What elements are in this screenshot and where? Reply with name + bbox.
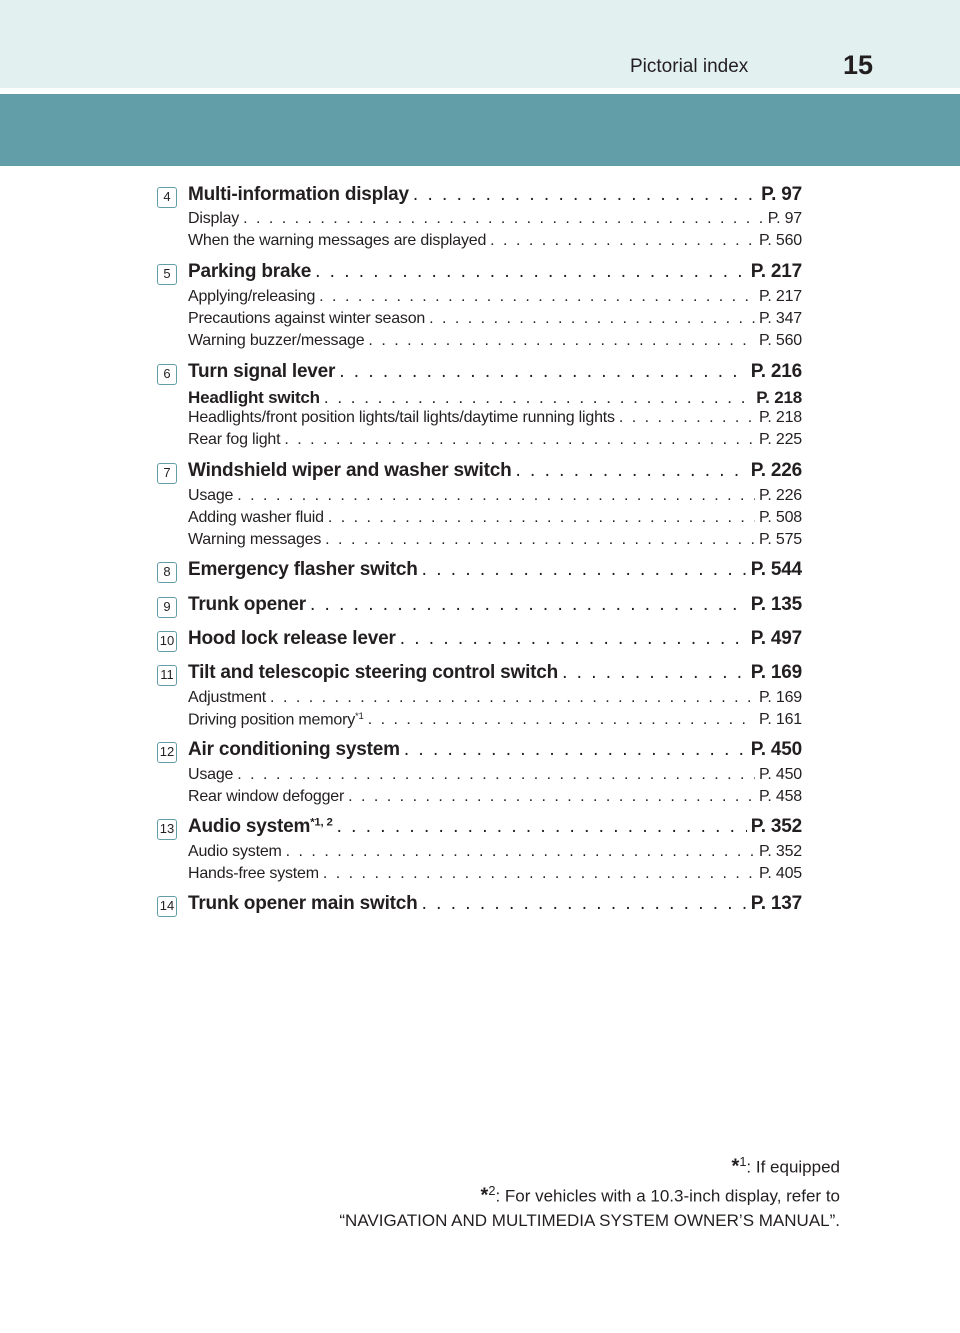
- entry-title-page-ref: P. 544: [750, 559, 802, 580]
- header-bar: [0, 94, 960, 166]
- subitem-label-text: Rear fog light: [188, 431, 281, 448]
- entry-title-row: [188, 261, 802, 287]
- dot-leader: [325, 531, 755, 549]
- subitem-row: [188, 509, 802, 531]
- subitem-label: [188, 843, 282, 861]
- footnote-number: 1: [739, 1154, 747, 1169]
- item-number-badge: 9: [157, 597, 177, 618]
- subitem-page-ref: P. 575: [759, 531, 802, 548]
- subitem-label: [188, 310, 425, 328]
- subitem-label: [188, 711, 364, 729]
- entry-title-footnote-ref: *1, 2: [310, 816, 333, 829]
- dot-leader: [429, 310, 755, 328]
- item-number-badge: 14: [157, 896, 177, 917]
- subitem-page-ref: P. 218: [759, 409, 802, 426]
- entry-title-label: [188, 559, 418, 581]
- footnote-line: [200, 1150, 840, 1179]
- subitem-label-text: Precautions against winter season: [188, 310, 426, 327]
- entry-title-label-text: Trunk opener main switch: [188, 893, 418, 914]
- entry-title-label: [188, 628, 396, 650]
- subitem-label: [188, 689, 266, 707]
- subitem-label: [188, 388, 320, 408]
- entry-title-label: [188, 460, 511, 482]
- entry-title-page-ref: P. 135: [750, 594, 802, 615]
- dot-leader: [413, 184, 757, 206]
- dot-leader: [337, 816, 747, 838]
- subitem-label: [188, 332, 364, 350]
- entry-title-label-text: Windshield wiper and washer switch: [188, 460, 512, 481]
- dot-leader: [515, 460, 746, 482]
- entry-title-page-ref: P. 497: [750, 628, 802, 649]
- dot-leader: [404, 739, 747, 761]
- subitem-page-ref: P. 225: [759, 431, 802, 448]
- entry-title-row: [188, 893, 802, 919]
- dot-leader: [315, 261, 747, 283]
- dot-leader: [270, 689, 755, 707]
- dot-leader: [348, 788, 755, 806]
- entry-title-row: [188, 361, 802, 387]
- entry-title-label: [188, 662, 558, 684]
- entry-title-label: [188, 261, 311, 283]
- dot-leader: [339, 361, 746, 383]
- dot-leader: [368, 711, 755, 729]
- subitem-row: [188, 431, 802, 453]
- footnotes: [200, 1150, 840, 1233]
- subitem-page-ref: P. 458: [759, 788, 802, 805]
- dot-leader: [490, 232, 755, 250]
- subitem-page-ref: P. 450: [759, 766, 802, 783]
- footnote-line: [200, 1179, 840, 1208]
- subitem-label-text: Headlight switch: [188, 388, 320, 407]
- footnote-asterisk: *: [731, 1155, 740, 1178]
- subitem-label-text: Driving position memory: [188, 711, 356, 729]
- subitem-label: [188, 531, 321, 549]
- subitem-label-text: When the warning messages are displayed: [188, 232, 487, 249]
- subitem-label-text: Warning buzzer/message: [188, 332, 365, 349]
- entry-title-label-text: Trunk opener: [188, 594, 306, 615]
- subitem-page-ref: P. 217: [759, 288, 802, 305]
- entry-title-page-ref: P. 216: [750, 361, 802, 382]
- subitem-page-ref: P. 347: [759, 310, 802, 327]
- subitem-label-text: Applying/releasing: [188, 288, 316, 305]
- subitem-label: [188, 288, 315, 306]
- page-header-title: Pictorial index: [630, 56, 749, 77]
- subitem-page-ref: P. 508: [759, 509, 802, 526]
- subitem-row: [188, 865, 802, 887]
- entry-title-row: [188, 594, 802, 620]
- subitem-label-text: Usage: [188, 487, 234, 504]
- dot-leader: [284, 431, 755, 449]
- dot-leader: [237, 487, 755, 505]
- subitem-row: [188, 232, 802, 254]
- entry-title-label-text: Air conditioning system: [188, 739, 400, 760]
- subitem-label-text: Warning messages: [188, 531, 322, 548]
- subitem-page-ref: P. 161: [759, 711, 802, 729]
- entry-title-label: [188, 816, 333, 838]
- entry-title-page-ref: P. 352: [750, 816, 802, 837]
- subitem-row: [188, 843, 802, 865]
- subitem-footnote-ref: *1: [355, 711, 364, 722]
- dot-leader: [319, 288, 755, 306]
- subitem-label: [188, 232, 486, 250]
- footnote-text: : If equipped: [746, 1157, 840, 1177]
- entry-title-label-text: Turn signal lever: [188, 361, 336, 382]
- entry-title-row: [188, 662, 802, 688]
- dot-leader: [422, 559, 747, 581]
- dot-leader: [619, 409, 755, 427]
- entry-title-page-ref: P. 217: [750, 261, 802, 282]
- subitem-row: [188, 788, 802, 810]
- entry-title-row: [188, 184, 802, 210]
- item-number-badge: 8: [157, 562, 177, 583]
- top-band: [0, 0, 960, 88]
- dot-leader: [243, 210, 764, 228]
- dot-leader: [328, 509, 755, 527]
- item-number-badge: 4: [157, 187, 177, 208]
- subitem-label: [188, 409, 615, 427]
- subitem-label: [188, 487, 233, 505]
- subitem-label-text: Adjustment: [188, 689, 267, 706]
- subitem-label: [188, 766, 233, 784]
- subitem-row: [188, 288, 802, 310]
- subitem-row: [188, 689, 802, 711]
- dot-leader: [323, 865, 755, 883]
- entry-title-page-ref: P. 226: [750, 460, 802, 481]
- subitem-row: [188, 332, 802, 354]
- footnote-text: : For vehicles with a 10.3-inch display, refer to: [495, 1186, 840, 1206]
- dot-leader: [422, 893, 747, 915]
- entry-title-label: [188, 361, 335, 383]
- subitem-label: [188, 431, 280, 449]
- footnote-text: “NAVIGATION AND MULTIMEDIA SYSTEM OWNER’S MANUAL”.: [339, 1210, 840, 1230]
- subitem-row: [188, 388, 802, 410]
- subitem-label: [188, 788, 344, 806]
- item-number-badge: 10: [157, 631, 177, 652]
- entry-title-page-ref: P. 450: [750, 739, 802, 760]
- entry-title-row: [188, 739, 802, 765]
- entry-title-row: [188, 628, 802, 654]
- entry-title-row: [188, 460, 802, 486]
- item-number-badge: 6: [157, 364, 177, 385]
- dot-leader: [368, 332, 755, 350]
- subitem-label-text: Headlights/front position lights/tail lights/daytime running lights: [188, 409, 615, 426]
- dot-leader: [237, 766, 755, 784]
- entry-title-label-text: Hood lock release lever: [188, 628, 396, 649]
- subitem-label-text: Rear window defogger: [188, 788, 345, 805]
- subitem-label: [188, 865, 319, 883]
- subitem-page-ref: P. 169: [759, 689, 802, 706]
- subitem-row: [188, 210, 802, 232]
- subitem-row: [188, 711, 802, 733]
- subitem-page-ref: P. 560: [759, 232, 802, 249]
- dot-leader: [310, 594, 747, 616]
- item-number-badge: 12: [157, 742, 177, 763]
- subitem-row: [188, 409, 802, 431]
- subitem-page-ref: P. 560: [759, 332, 802, 349]
- entry-title-label-text: Multi-information display: [188, 184, 409, 205]
- subitem-page-ref: P. 218: [756, 388, 802, 407]
- entry-title-label-text: Audio system: [188, 816, 311, 837]
- entry-title-label-text: Parking brake: [188, 261, 312, 282]
- page-number: 15: [843, 50, 874, 80]
- subitem-label-text: Audio system: [188, 843, 282, 860]
- entry-title-page-ref: P. 169: [750, 662, 802, 683]
- footnote-asterisk: *: [480, 1184, 489, 1207]
- entry-title-row: [188, 816, 802, 842]
- subitem-label: [188, 210, 239, 228]
- footnote-number: 2: [488, 1183, 496, 1199]
- footnote-line: [200, 1209, 840, 1233]
- subitem-label-text: Adding washer fluid: [188, 509, 324, 526]
- subitem-label: [188, 509, 324, 527]
- subitem-row: [188, 487, 802, 509]
- subitem-row: [188, 766, 802, 788]
- subitem-label-text: Usage: [188, 766, 234, 783]
- subitem-label-text: Display: [188, 210, 240, 227]
- entry-title-label: [188, 594, 306, 616]
- dot-leader: [324, 388, 752, 408]
- dot-leader: [562, 662, 747, 684]
- dot-leader: [286, 843, 755, 861]
- entry-title-label-text: Tilt and telescopic steering control switch: [188, 662, 559, 683]
- entry-title-page-ref: P. 97: [761, 184, 802, 205]
- entry-title-label: [188, 184, 409, 206]
- entry-title-page-ref: P. 137: [750, 893, 802, 914]
- dot-leader: [400, 628, 747, 650]
- subitem-page-ref: P. 405: [759, 865, 802, 882]
- entry-title-label: [188, 893, 418, 915]
- subitem-page-ref: P. 352: [759, 843, 802, 860]
- entry-title-label: [188, 739, 400, 761]
- subitem-row: [188, 310, 802, 332]
- subitem-page-ref: P. 97: [767, 210, 802, 227]
- entry-title-label-text: Emergency flasher switch: [188, 559, 418, 580]
- item-number-badge: 11: [157, 665, 177, 686]
- subitem-row: [188, 531, 802, 553]
- item-number-badge: 13: [157, 819, 177, 840]
- subitem-label-text: Hands-free system: [188, 865, 319, 882]
- item-number-badge: 5: [157, 264, 177, 285]
- item-number-badge: 7: [157, 463, 177, 484]
- entry-title-row: [188, 559, 802, 585]
- subitem-page-ref: P. 226: [759, 487, 802, 504]
